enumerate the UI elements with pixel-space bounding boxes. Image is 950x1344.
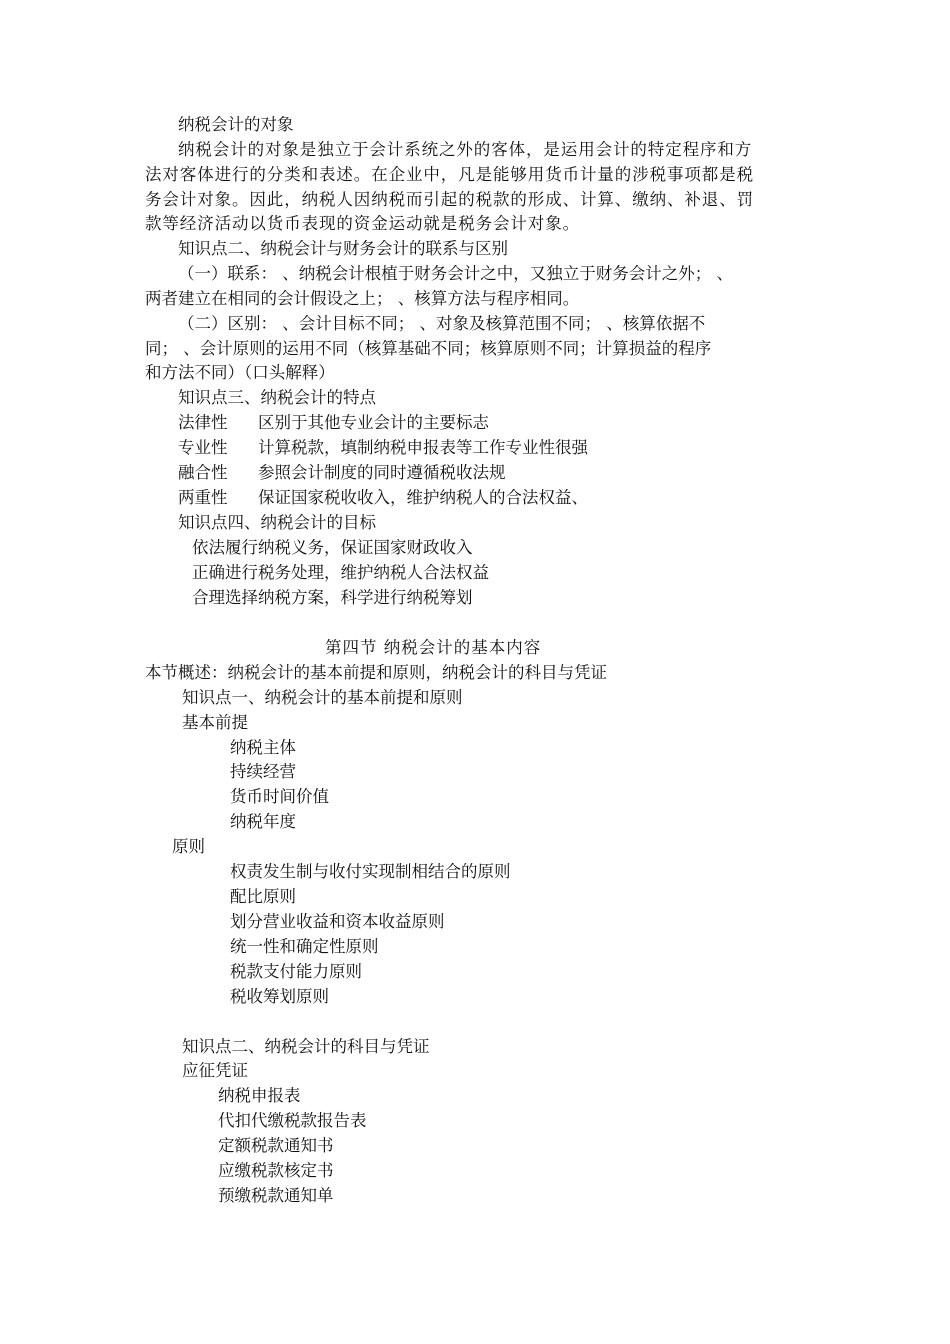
kp3-heading: 知识点三、纳税会计的特点 [178, 388, 376, 407]
kp2-diff-line-1: （二）区别： 、会计目标不同； 、对象及核算范围不同； 、核算依据不 [178, 314, 706, 333]
feature-desc: 参照会计制度的同时遵循税收法规 [258, 463, 506, 482]
principle-item: 税款支付能力原则 [230, 962, 362, 981]
kp2-subjects-heading: 知识点二、纳税会计的科目与凭证 [182, 1037, 430, 1056]
vouchers-label: 应征凭证 [182, 1061, 248, 1080]
voucher-item: 应缴税款核定书 [218, 1161, 334, 1180]
kp2-link-line-1: （一）联系： 、纳税会计根植于财务会计之中，又独立于财务会计之外； 、 [178, 264, 733, 283]
object-paragraph-line-1: 纳税会计的对象是独立于会计系统之外的客体，是运用会计的特定程序和方 [178, 140, 753, 159]
section-title: 第四节 纳税会计的基本内容 [325, 638, 542, 657]
object-paragraph-line-3: 务会计对象。因此，纳税人因纳税而引起的税款的形成、计算、缴纳、补退、罚 [145, 190, 754, 209]
goal-item: 依法履行纳税义务，保证国家财政收入 [192, 538, 473, 557]
kp2-diff-line-2: 同； 、会计原则的运用不同（核算基础不同；核算原则不同；计算损益的程序 [145, 339, 712, 358]
principle-item: 划分营业收益和资本收益原则 [230, 912, 445, 931]
feature-desc: 保证国家税收收入，维护纳税人的合法权益、 [258, 488, 588, 507]
feature-desc: 区别于其他专业会计的主要标志 [258, 413, 489, 432]
voucher-item: 定额税款通知书 [218, 1136, 334, 1155]
principle-item: 统一性和确定性原则 [230, 937, 379, 956]
premise-item: 纳税主体 [230, 738, 296, 757]
feature-name: 融合性 [178, 463, 228, 482]
feature-name: 法律性 [178, 413, 228, 432]
section-overview: 本节概述：纳税会计的基本前提和原则，纳税会计的科目与凭证 [145, 663, 607, 682]
principle-item: 权责发生制与收付实现制相结合的原则 [230, 862, 511, 881]
principle-item: 配比原则 [230, 887, 296, 906]
premises-label: 基本前提 [182, 713, 248, 732]
premise-item: 纳税年度 [230, 812, 296, 831]
feature-name: 两重性 [178, 488, 228, 507]
feature-name: 专业性 [178, 438, 228, 457]
heading-tax-accounting-object: 纳税会计的对象 [178, 115, 294, 134]
principles-label: 原则 [172, 837, 205, 856]
voucher-item: 纳税申报表 [218, 1086, 301, 1105]
goal-item: 正确进行税务处理，维护纳税人合法权益 [192, 563, 489, 582]
object-paragraph-line-2: 法对客体进行的分类和表述。在企业中，凡是能够用货币计量的涉税事项都是税 [145, 165, 754, 184]
premise-item: 货币时间价值 [230, 787, 329, 806]
kp2-diff-line-3: 和方法不同）（口头解释） [145, 363, 335, 382]
voucher-item: 代扣代缴税款报告表 [218, 1111, 367, 1130]
principle-item: 税收筹划原则 [230, 987, 329, 1006]
kp2-link-line-2: 两者建立在相同的会计假设之上； 、核算方法与程序相同。 [145, 289, 580, 308]
kp2-heading: 知识点二、纳税会计与财务会计的联系与区别 [178, 239, 508, 258]
feature-desc: 计算税款，填制纳税申报表等工作专业性很强 [258, 438, 588, 457]
kp4-heading: 知识点四、纳税会计的目标 [178, 513, 376, 532]
kp1-heading: 知识点一、纳税会计的基本前提和原则 [182, 688, 463, 707]
object-paragraph-line-4: 款等经济活动以货币表现的资金运动就是税务会计对象。 [145, 214, 580, 233]
premise-item: 持续经营 [230, 762, 296, 781]
voucher-item: 预缴税款通知单 [218, 1186, 334, 1205]
goal-item: 合理选择纳税方案，科学进行纳税筹划 [192, 588, 473, 607]
